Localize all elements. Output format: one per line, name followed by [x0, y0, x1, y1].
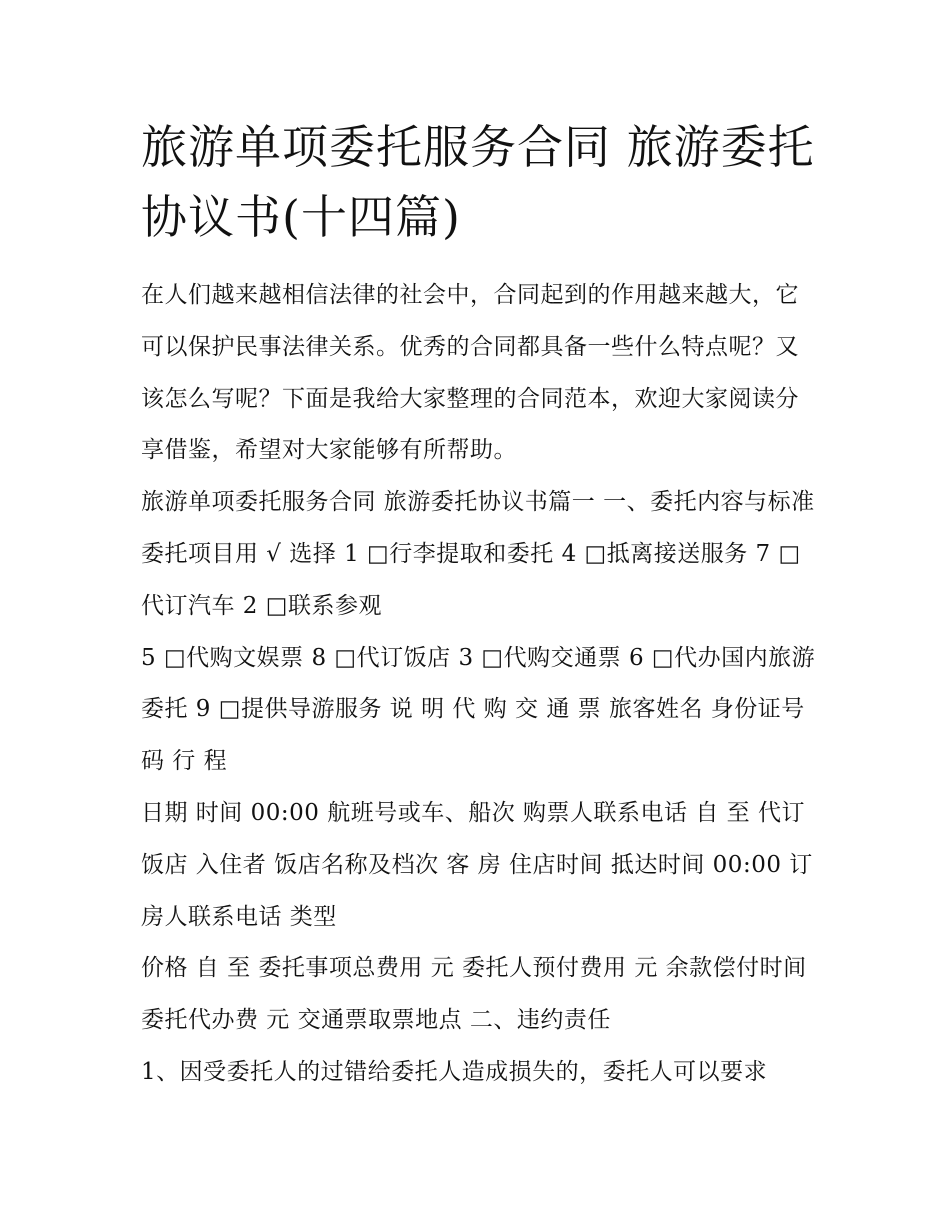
- paragraph-service-options: 5 □代购文娱票 8 □代订饭店 3 □代购交通票 6 □代办国内旅游委托 9 □提供导游服务 说 明 代 购 交 通 票 旅客姓名 身份证号码 行 程: [141, 644, 816, 775]
- document-body: [141, 270, 821, 1099]
- paragraph-contract-items: 旅游单项委托服务合同 旅游委托协议书篇一 一、委托内容与标准 委托项目用 √ 选择 1 □行李提取和委托 4 □抵离接送服务 7 □代订汽车 2 □联系参观: [141, 489, 815, 619]
- paragraph-fees: 价格 自 至 委托事项总费用 元 委托人预付费用 元 余款偿付时间 委托代办费 元 交通票取票地点 二、违约责任: [141, 955, 807, 1034]
- document-title: 旅游单项委托服务合同 旅游委托协议书(十四篇): [141, 120, 815, 244]
- paragraph-liability: 1、因受委托人的过错给委托人造成损失的，委托人可以要求: [141, 1058, 768, 1085]
- document-page: [141, 112, 821, 1099]
- paragraph-schedule-details: 日期 时间 00:00 航班号或车、船次 购票人联系电话 自 至 代订饭店 入住者 饭店名称及档次 客 房 住店时间 抵达时间 00:00 订房人联系电话 类型: [141, 799, 813, 930]
- paragraph-intro: 在人们越来越相信法律的社会中，合同起到的作用越来越大，它可以保护民事法律关系。优秀的合同都具备一些什么特点呢？又该怎么写呢？下面是我给大家整理的合同范本，欢迎大家阅读分享借鉴，希望对大家能够有所帮助。: [141, 282, 799, 464]
